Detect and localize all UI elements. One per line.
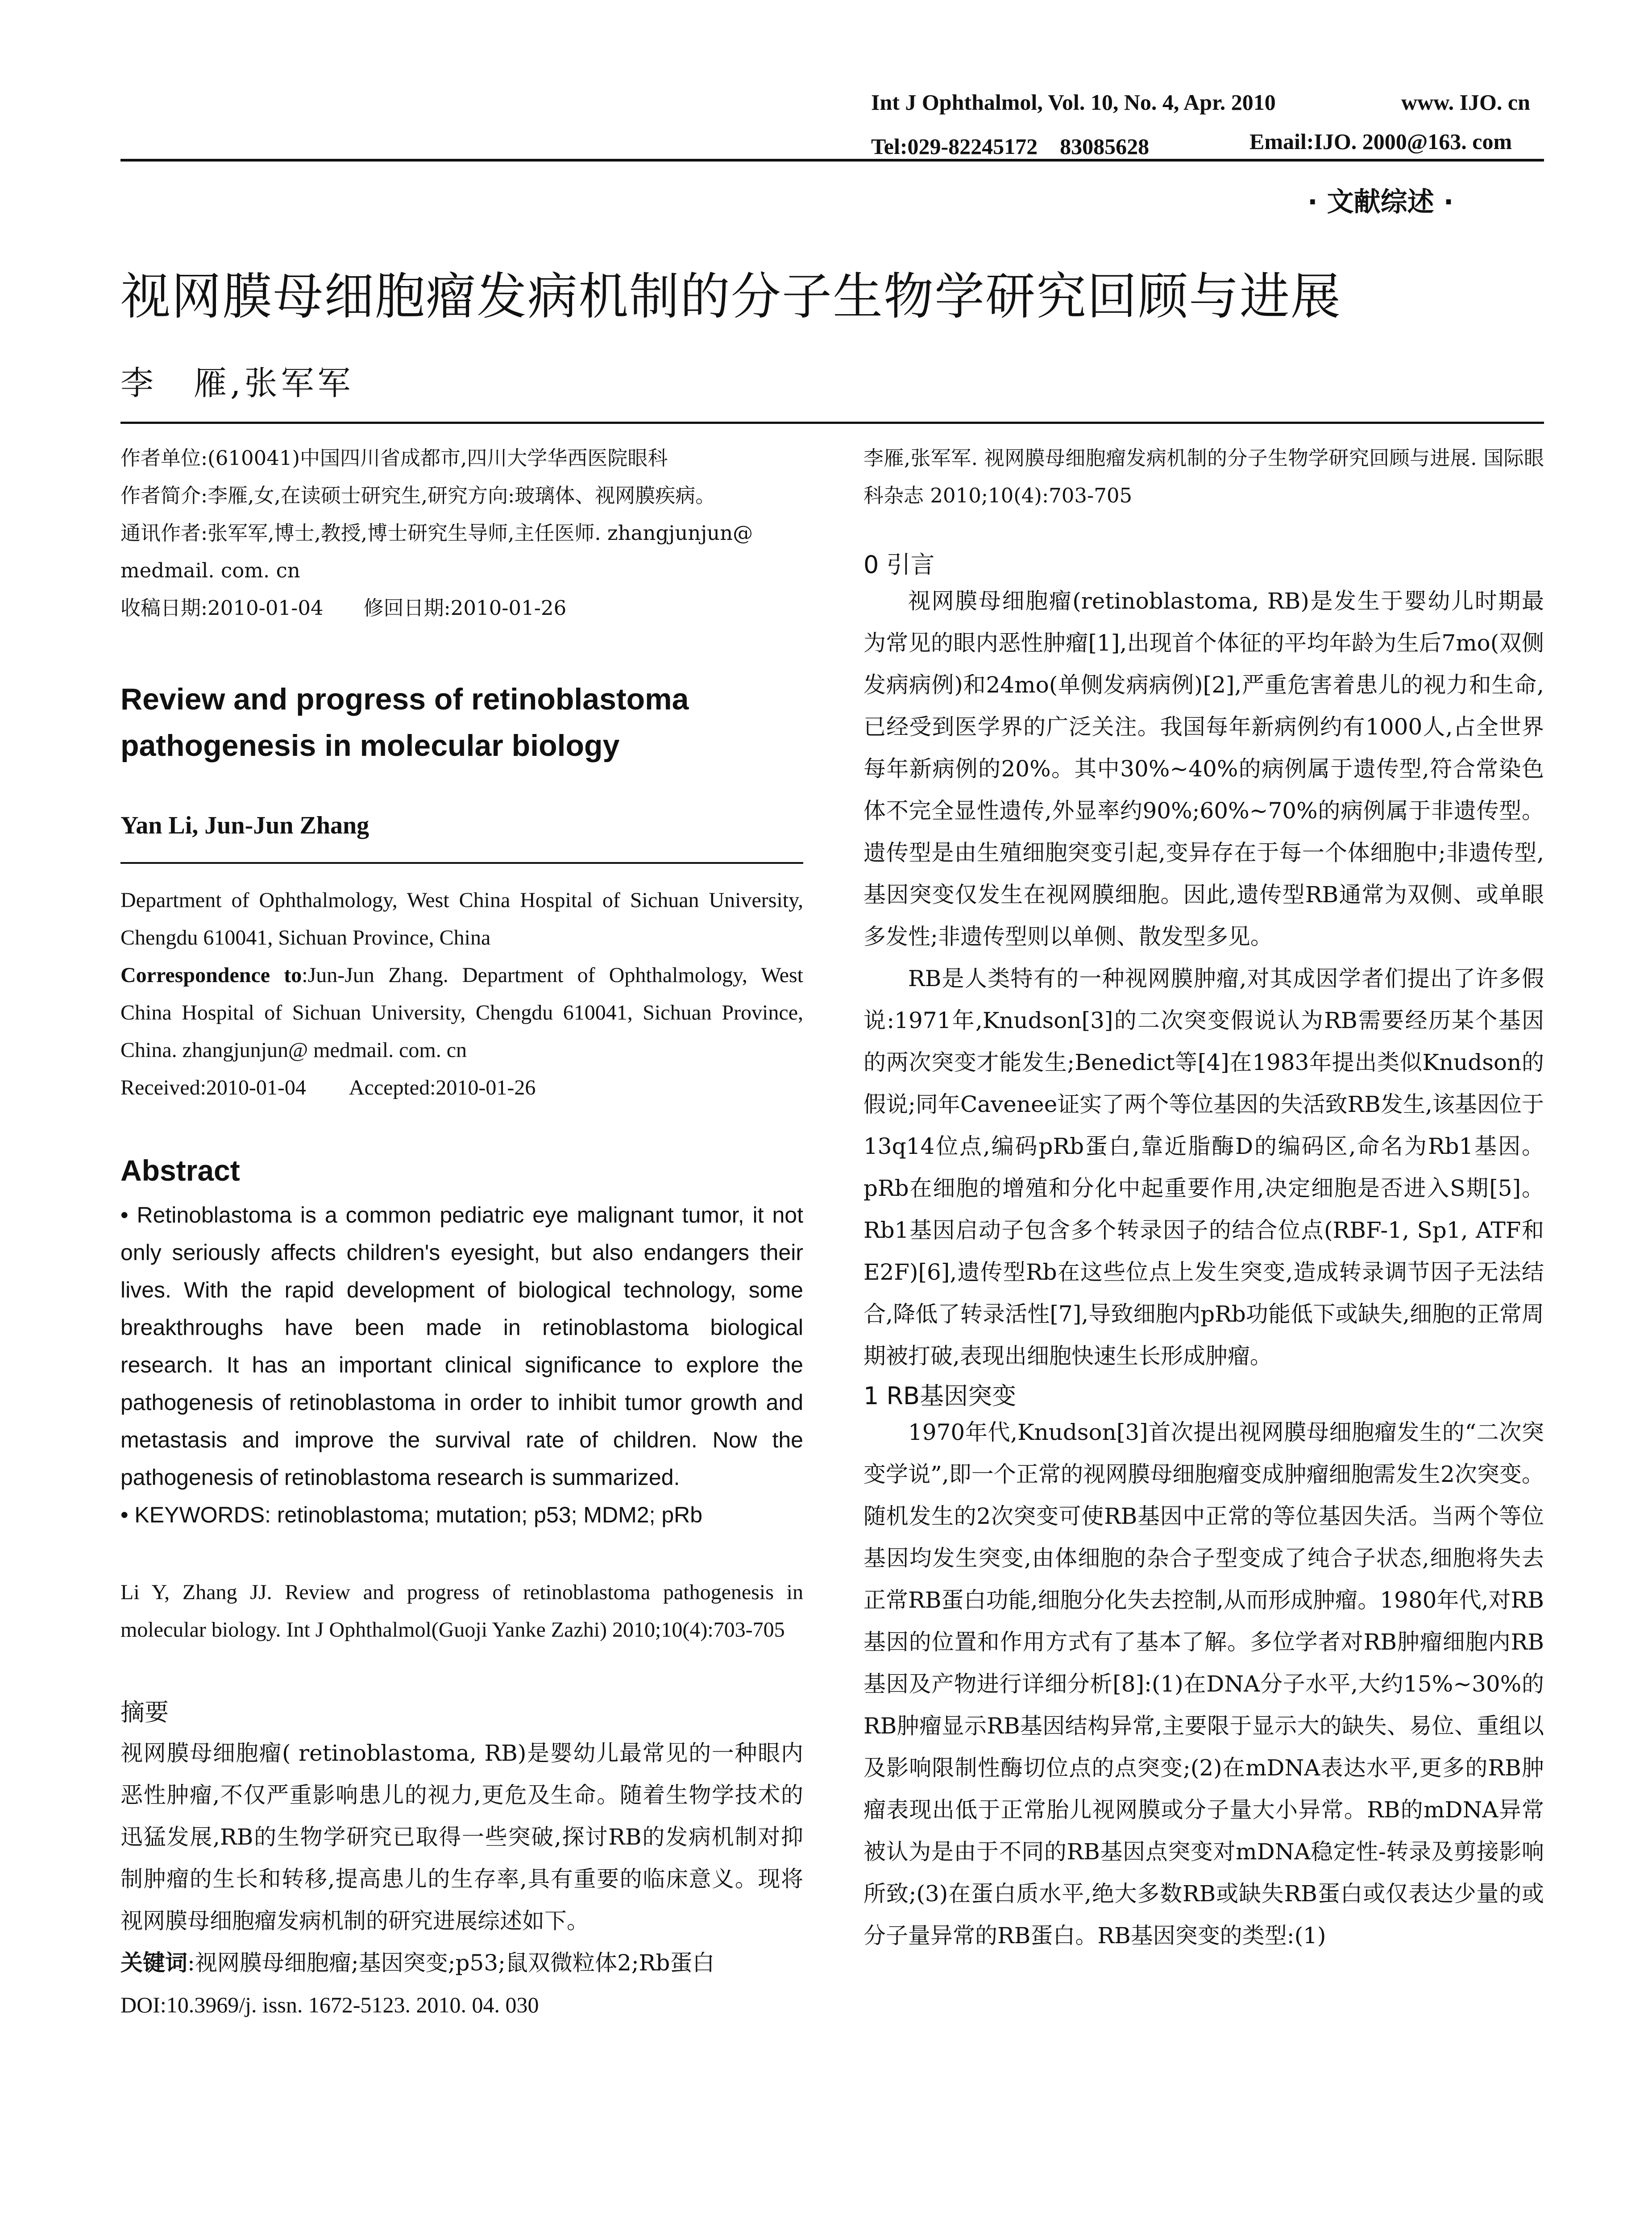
correspondence — [120, 957, 803, 1069]
en-received: Received:2010-01-04 Accepted:2010-01-26 — [120, 1076, 536, 1099]
right-column — [863, 440, 1544, 1957]
left-column — [120, 440, 803, 2026]
section-0-heading: 0 引言 — [863, 551, 935, 579]
column-label: · 文献综述 · — [1307, 187, 1454, 218]
author-bio: 作者简介:李雁,女,在读硕士研究生,研究方向:玻璃体、视网膜疾病。 — [120, 484, 716, 507]
abstract-text: • Retinoblastoma is a common pediatric eye malignant tumor, it not only seriously affects children's eyesight, but also endangers their lives. With the rapid development of biological technology, some breakthroughs have been made in retinoblastoma biological research. It has an important clinical significance to explore the pathogenesis of retinoblastoma in order to inhibit tumor growth and metastasis and improve the survival rate of children. Now the pathogenesis of retinoblastoma research is summarized. — [120, 1203, 803, 1490]
received-dates: 收稿日期:2010-01-04 修回日期:2010-01-26 — [120, 596, 567, 620]
chinese-citation: 李雁,张军军. 视网膜母细胞瘤发病机制的分子生物学研究回顾与进展. 国际眼科杂志 2010;10(4):703-705 — [863, 446, 1544, 507]
english-citation: Li Y, Zhang JJ. Review and progress of retinoblastoma pathogenesis in molecular biology. Int J Ophthalmol(Guoji Yanke Zazhi) 2010;10(4):703-705 — [120, 1580, 803, 1642]
abstract-heading: Abstract — [120, 1154, 240, 1187]
corresponding-author: 通讯作者:张军军,博士,教授,博士研究生导师,主任医师. zhangjunjun@ medmail. com. cn — [120, 521, 753, 582]
header-rule — [120, 159, 1544, 162]
keywords-en: • KEYWORDS: retinoblastoma; mutation; p53; MDM2; pRb — [120, 1502, 703, 1527]
journal-tel: Tel:029-82245172 83085628 — [871, 134, 1150, 159]
author-unit: 作者单位:(610041)中国四川省成都市,四川大学华西医院眼科 — [120, 446, 668, 470]
journal-line: Int J Ophthalmol, Vol. 10, No. 4, Apr. 2010 — [871, 90, 1276, 115]
en-authors-rule — [120, 862, 803, 864]
journal-website: www. IJO. cn — [1401, 90, 1530, 115]
title-rule — [120, 422, 1544, 424]
intro-paragraph-1: 视网膜母细胞瘤(retinoblastoma, RB)是发生于婴幼儿时期最为常见的眼内恶性肿瘤[1],出现首个体征的平均年龄为生后7mo(双侧发病病例)和24mo(单侧发病病例)[2],严重危害着患儿的视力和生命,已经受到医学界的广泛关注。我国每年新病例约有1000人,占全世界每年新病例的20%。其中30%~40%的病例属于遗传型,符合常染色体不完全显性遗传,外显率约90%;60%~70%的病例属于非遗传型。遗传型是由生殖细胞突变引起,变异存在于每一个体细胞中;非遗传型,基因突变仅发生在视网膜细胞。因此,遗传型RB通常为双侧、或单眼多发性;非遗传型则以单侧、散发型多见。 — [863, 588, 1544, 950]
authors-cn: 李 雁,张军军 — [120, 364, 354, 402]
cn-abstract-heading: 摘要 — [120, 1698, 169, 1726]
correspondence-label: Correspondence to — [120, 963, 302, 987]
cn-keywords-text: :视网膜母细胞瘤;基因突变;p53;鼠双微粒体2;Rb蛋白 — [187, 1950, 715, 1976]
cn-abstract-text: 视网膜母细胞瘤( retinoblastoma, RB)是婴幼儿最常见的一种眼内恶性肿瘤,不仅严重影响患儿的视力,更危及生命。随着生物学技术的迅猛发展,RB的生物学研究已取得一些突破,探讨RB的发病机制对抑制肿瘤的生长和转移,提高患儿的生存率,具有重要的临床意义。现将视网膜母细胞瘤发病机制的研究进展综述如下。 — [120, 1740, 803, 1934]
journal-email: Email:IJO. 2000@163. com — [1249, 129, 1512, 154]
doi: DOI:10.3969/j. issn. 1672-5123. 2010. 04. 030 — [120, 1992, 539, 2017]
section-1-heading: 1 RB基因突变 — [863, 1382, 1017, 1410]
cn-keywords-label: 关键词 — [120, 1949, 187, 1976]
correspondence-text: :Jun-Jun Zhang. Department of Ophthalmology, West China Hospital of Sichuan University, Chengdu 610041, Sichuan Province, China. zhangjunjun@ medmail. com. cn — [120, 963, 803, 1062]
affiliation: Department of Ophthalmology, West China Hospital of Sichuan University, Chengdu 610041, Sichuan Province, China — [120, 888, 803, 950]
english-authors: Yan Li, Jun-Jun Zhang — [120, 812, 369, 839]
intro-paragraph-2: RB是人类特有的一种视网膜肿瘤,对其成因学者们提出了许多假说:1971年,Knudson[3]的二次突变假说认为RB需要经历某个基因的两次突变才能发生;Benedict等[4]在1983年提出类似Knudson的假说;同年Cavenee证实了两个等位基因的失活致RB发生,该基因位于13q14位点,编码pRb蛋白,靠近脂酶D的编码区,命名为Rb1基因。pRb在细胞的增殖和分化中起重要作用,决定细胞是否进入S期[5]。Rb1基因启动子包含多个转录因子的结合位点(RBF-1, Sp1, ATF和E2F)[6],遗传型Rb在这些位点上发生突变,造成转录调节因子无法结合,降低了转录活性[7],导致细胞内pRb功能低下或缺失,细胞的正常周期被打破,表现出细胞快速生长形成肿瘤。 — [863, 966, 1544, 1369]
english-title: Review and progress of retinoblastoma pathogenesis in molecular biology — [120, 682, 689, 763]
article-title-cn: 视网膜母细胞瘤发病机制的分子生物学研究回顾与进展 — [120, 268, 1341, 326]
cn-keywords — [120, 1942, 803, 1984]
section-1-paragraph: 1970年代,Knudson[3]首次提出视网膜母细胞瘤发生的“二次突变学说”,即一个正常的视网膜母细胞瘤变成肿瘤细胞需发生2次突变。随机发生的2次突变可使RB基因中正常的等位基因失活。当两个等位基因均发生突变,由体细胞的杂合子型变成了纯合子状态,细胞将失去正常RB蛋白功能,细胞分化失去控制,从而形成肿瘤。1980年代,对RB基因的位置和作用方式有了基本了解。多位学者对RB肿瘤细胞内RB基因及产物进行详细分析[8]:(1)在DNA分子水平,大约15%~30%的RB肿瘤显示RB基因结构异常,主要限于显示大的缺失、易位、重组以及影响限制性酶切位点的点突变;(2)在mDNA表达水平,更多的RB肿瘤表现出低于正常胎儿视网膜或分子量大小异常。RB的mDNA异常被认为是由于不同的RB基因点突变对mDNA稳定性-转录及剪接影响所致;(3)在蛋白质水平,绝大多数RB或缺失RB蛋白或仅表达少量的或分子量异常的RB蛋白。RB基因突变的类型:(1) — [863, 1419, 1544, 1949]
